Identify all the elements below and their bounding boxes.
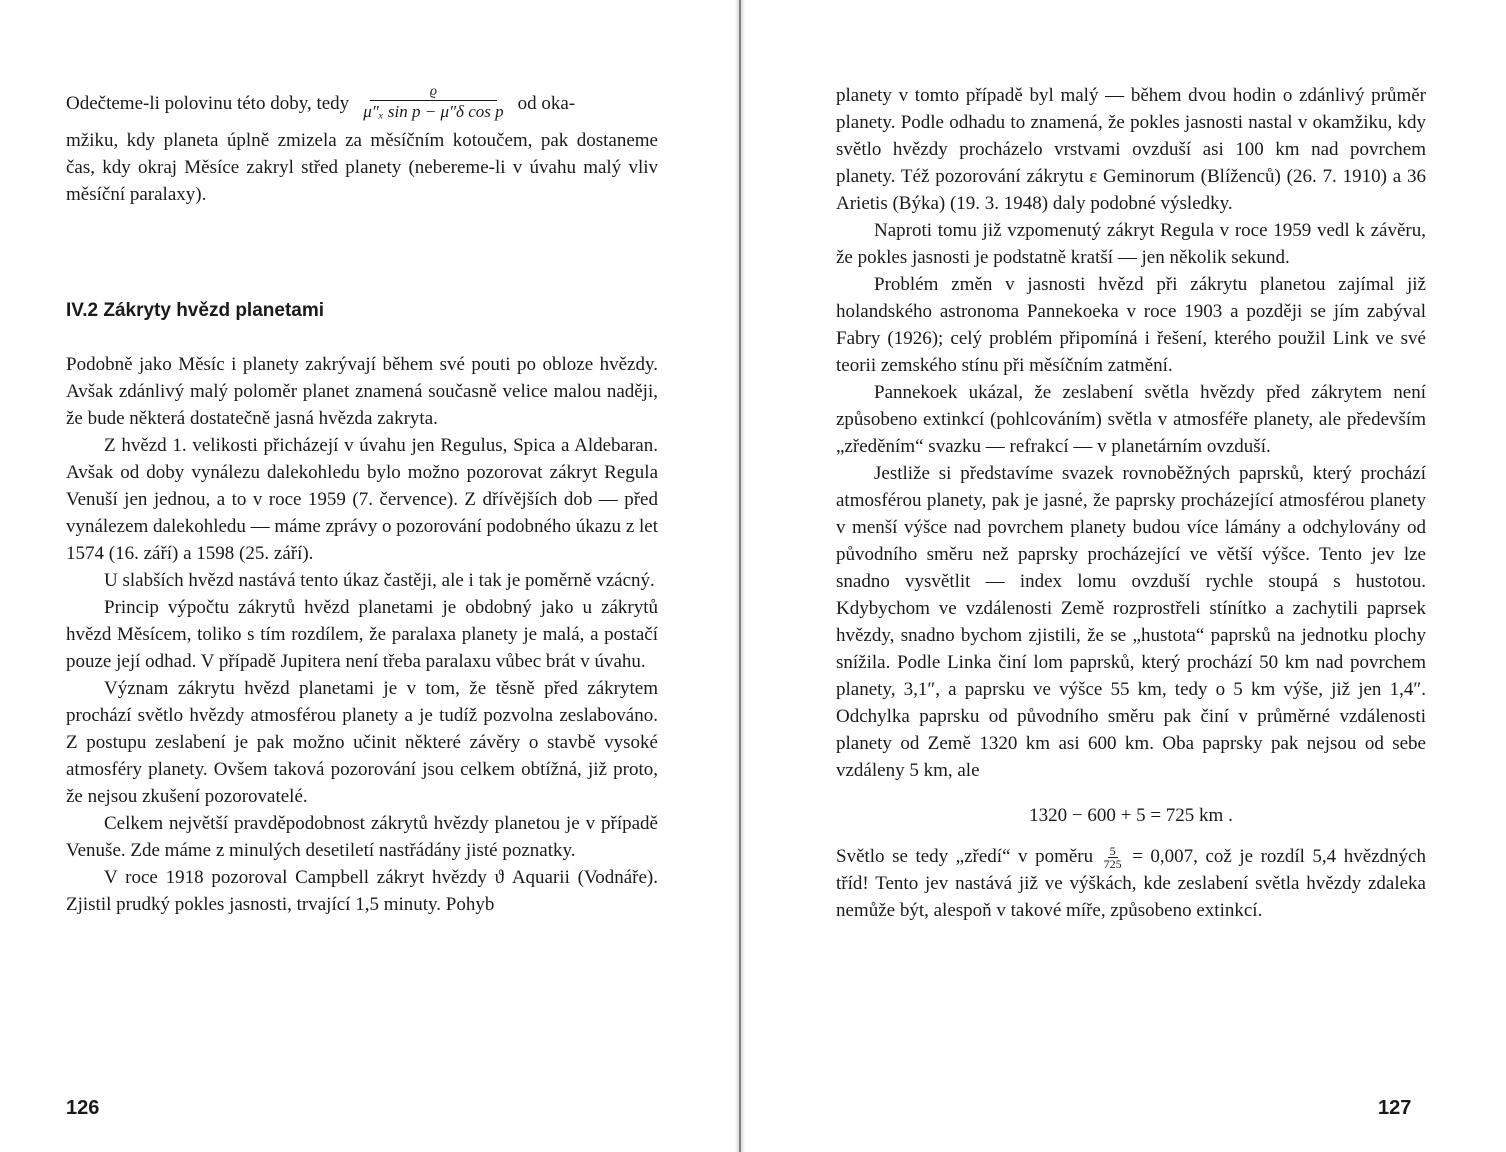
page-number: 126: [66, 1097, 100, 1119]
ratio-numerator: 5: [1109, 844, 1116, 859]
left-page: [66, 0, 658, 1152]
paragraph: Podobně jako Měsíc i planety zakrývají během své pouti po obloze hvězdy. Avšak zdánlivý malý poloměr planet znamená současně velice malou naději, že bude některá dostatečně jasná hvězda zakryta.: [66, 354, 658, 429]
paragraph: planety v tomto případě byl malý — během dvou hodin o zdánlivý průměr planety. Podle odhadu to znamená, že pokles jasnosti nastal v okamžiku, kdy světlo hvězdy procházelo vrstvami ovzduší asi 100 km nad povrchem planety. Též pozorování zákrytu ε Geminorum (Blíženců) (26. 7. 1910) a 36 Arietis (Býka) (19. 3. 1948) daly podobné výsledky.: [836, 85, 1426, 214]
book-gutter: [735, 0, 745, 1152]
equation-lead-text: Odečteme-li polovinu této doby, tedy: [66, 93, 350, 114]
paragraph: V roce 1918 pozoroval Campbell zákryt hvězdy ϑ Aquarii (Vodnáře). Zjistil prudký pokles jasnosti, trvající 1,5 minuty. Pohyb: [66, 867, 658, 915]
paragraph: Z hvězd 1. velikosti přicházejí v úvahu jen Regulus, Spica a Aldebaran. Avšak od doby vynálezu dalekohledu bylo možno pozorovat zákryt Regula Venuší jen jednou, a to v roce 1959 (7. července). Z dřívějších dob — před vynálezem dalekohledu — máme zprávy o pozorování podobného úkazu z let 1574 (16. září) a 1598 (25. září).: [66, 435, 658, 564]
display-equation: 1320 − 600 + 5 = 725 km .: [1029, 805, 1233, 826]
section-heading: IV.2 Zákryty hvězd planetami: [66, 300, 325, 321]
right-body: [836, 82, 1426, 924]
final-para-lead: Světlo se tedy „zředí“ v poměru: [836, 846, 1094, 867]
fraction-numerator: ϱ: [370, 84, 497, 101]
paragraph: Problém změn v jasnosti hvězd při zákrytu planetou zajímal již holandského astronoma Pannekoeka v roce 1903 a později se jím zabýval Fabry (1926); celý problém připomíná i řešení, kterého použil Link ve své teorii zemského stínu při měsíčním zatmění.: [836, 274, 1426, 376]
paragraph-final: [836, 843, 1426, 924]
paragraph: Naproti tomu již vzpomenutý zákryt Regula v roce 1959 vedl k závěru, že pokles jasnosti je podstatně kratší — jen několik sekund.: [836, 220, 1426, 268]
paragraph: Význam zákrytu hvězd planetami je v tom, že těsně před zákrytem prochází světlo hvězdy atmosférou planety a je tudíž pozvolna zeslabováno. Z postupu zeslabení je pak možno učinit některé závěry o stavbě vysoké atmosféry planety. Ovšem taková pozorování jsou celkem obtížná, již proto, že nejsou zkušení pozorovatelé.: [66, 678, 658, 807]
ratio-denominator: 725: [1103, 857, 1122, 872]
paragraph: U slabších hvězd nastává tento úkaz častěji, ale i tak je poměrně vzácný.: [104, 570, 655, 591]
right-page: [830, 0, 1426, 1152]
fraction: [363, 84, 503, 123]
left-body: [66, 351, 658, 918]
paragraph: Pannekoek ukázal, že zeslabení světla hvězdy před zákrytem není způsobeno extinkcí (pohlcováním) světla v atmosféře planety, ale především „zředěním“ svazku — refrakcí — v planetárním ovzduší.: [836, 382, 1426, 457]
paragraph: Princip výpočtu zákrytů hvězd planetami je obdobný jako u zákrytů hvězd Měsícem, toliko s tím rozdílem, že paralaxa planety je malá, a postačí pouze její odhad. V případě Jupitera není třeba paralaxu vůbec brát v úvahu.: [66, 597, 658, 672]
final-para-rest: = 0,007, což je rozdíl 5,4 hvězdných tříd! Tento jev nastává již ve výškách, kde zeslabení světla hvězdy zdaleka nemůže být, alespoň v takové míře, způsobeno extinkcí.: [836, 846, 1426, 922]
fraction-denominator: μ″ₓ sin p − μ″δ cos p: [363, 102, 504, 121]
page-number: 127: [1378, 1097, 1412, 1119]
paragraph-intro-rest: mžiku, kdy planeta úplně zmizela za měsíčním kotoučem, pak dostaneme čas, kdy okraj Měsíce zakryl střed planety (nebereme-li v úvahu malý vliv měsíční paralaxy).: [66, 130, 658, 205]
equation-line: [66, 84, 658, 123]
ratio-fraction: [1104, 845, 1122, 870]
equation-trail-text: od oka-: [517, 93, 576, 114]
paragraph: Jestliže si představíme svazek rovnoběžných paprsků, který prochází atmosférou planety, pak je jasné, že paprsky procházející atmosférou planety v menší výšce nad povrchem planety budou více lámány a odchylovány od původního směru než paprsky procházející ve větší výšce. Tento jev lze snadno vysvětlit — index lomu ovzduší rychle stoupá s hustotou. Kdybychom ve vzdálenosti Země rozprostřeli stínítko a zachytili paprsek hvězdy, snadno bychom zjistili, že se „hustota“ paprsků na jednotku plochy snížila. Podle Linka činí lom paprsků, který prochází 50 km nad povrchem planety, 3,1″, a paprsku ve výšce 55 km, tedy o 5 km výše, již jen 1,4″. Odchylka paprsku od původního směru pak činí v průměrné vzdálenosti planety od Země 1320 km asi 600 km. Oba paprsky pak nejsou od sebe vzdáleny 5 km, ale: [836, 463, 1426, 781]
paragraph: Celkem největší pravděpodobnost zákrytů hvězdy planetou je v případě Venuše. Zde máme z minulých desetiletí nastřádány jisté poznatky.: [66, 813, 658, 861]
